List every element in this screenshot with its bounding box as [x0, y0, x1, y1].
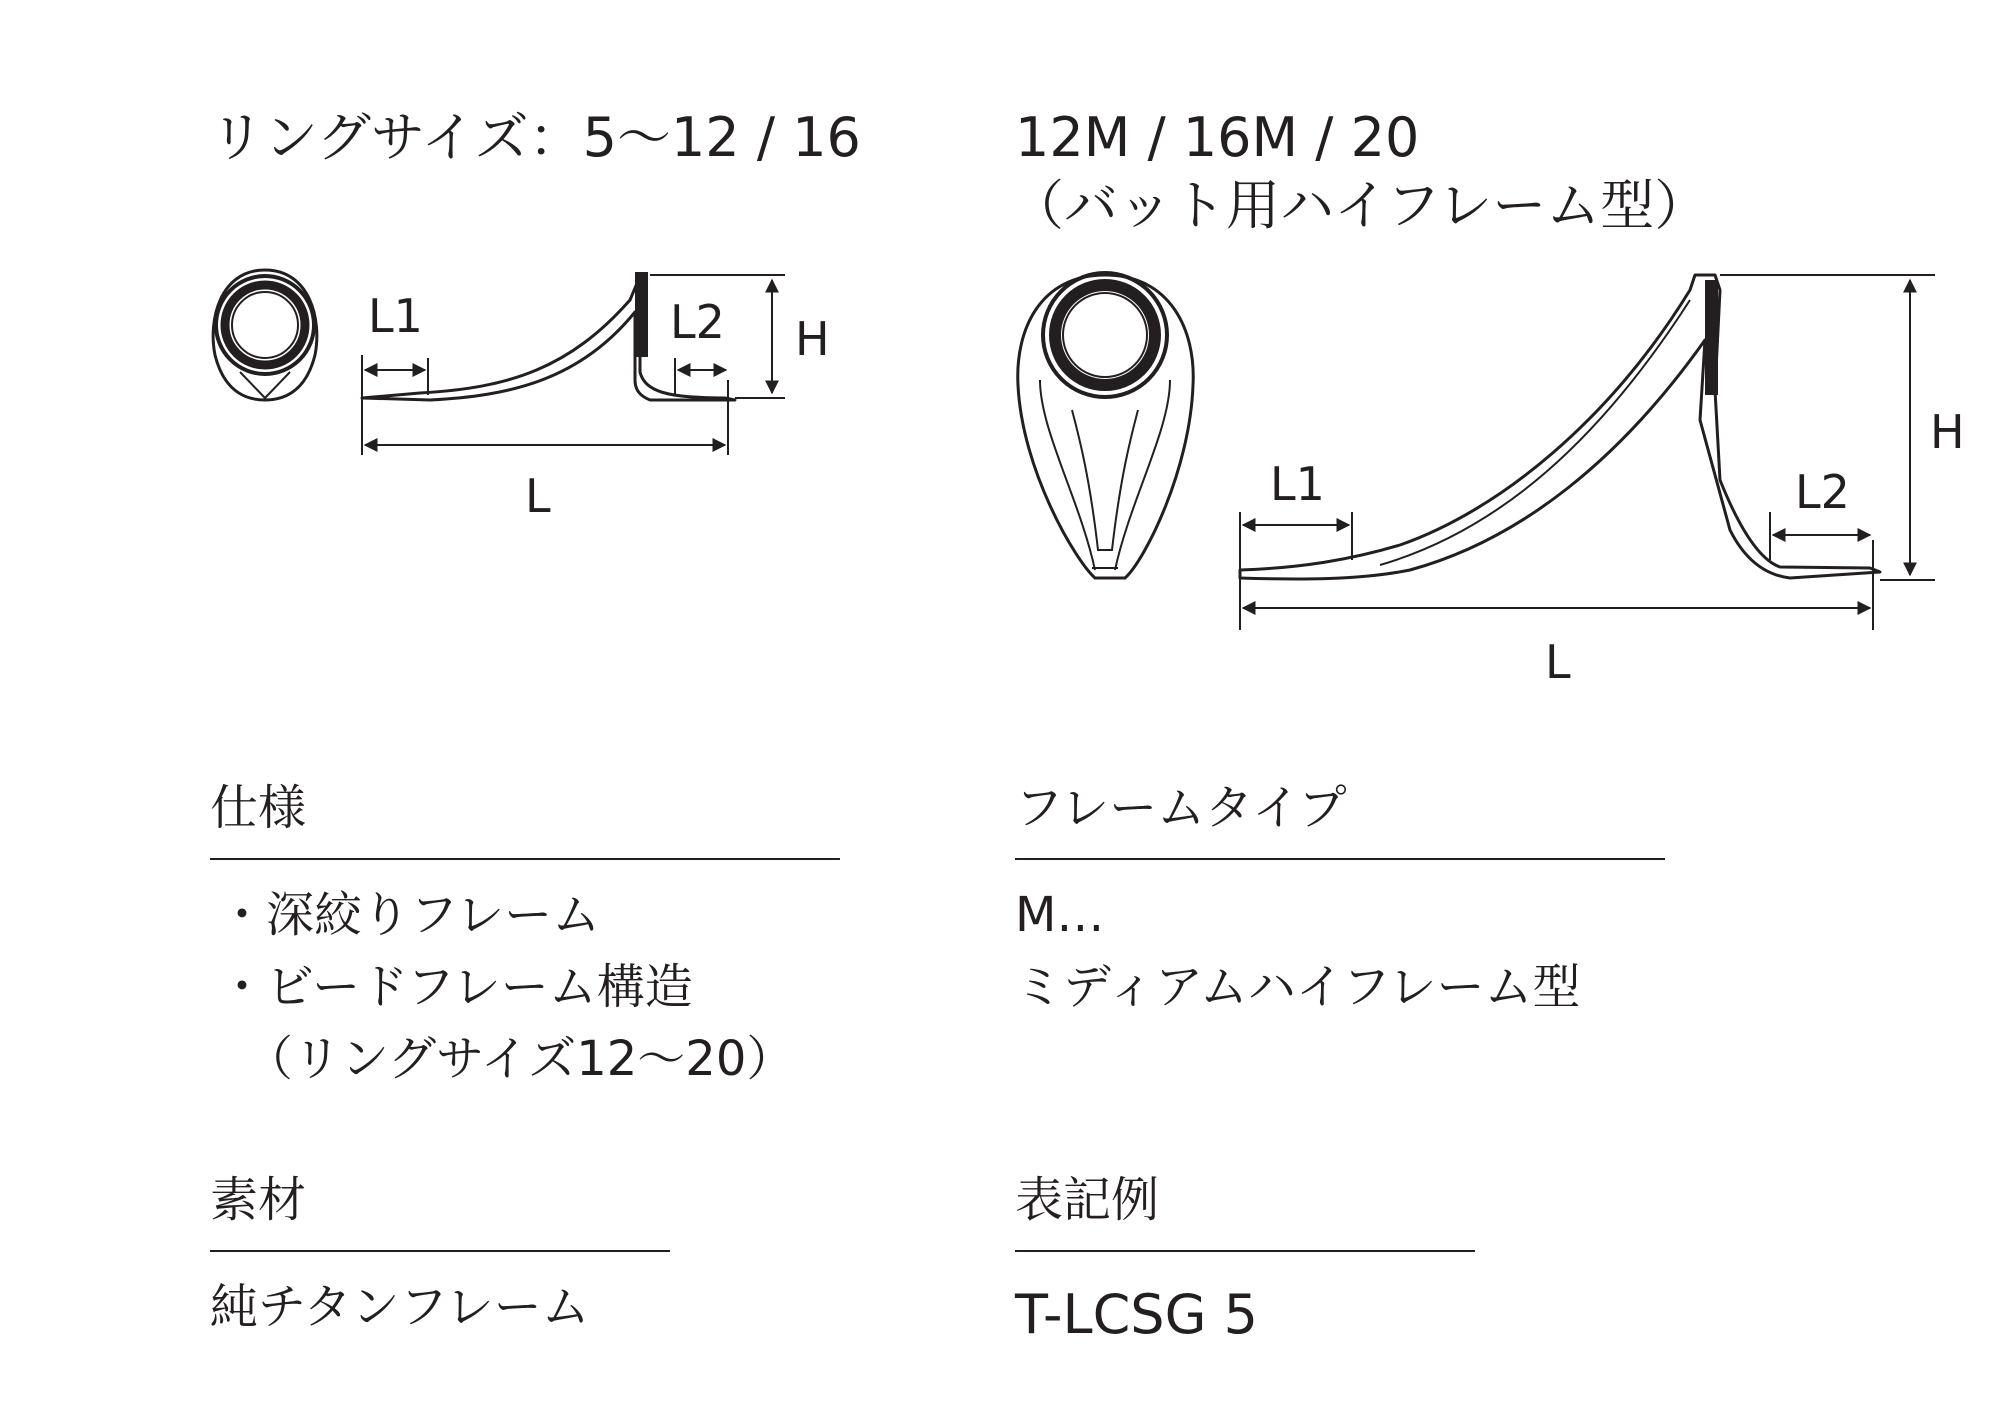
small-guide-l-label: L: [525, 469, 551, 523]
notation-divider: [1015, 1250, 1475, 1252]
small-guide-l1-label: L1: [368, 289, 423, 343]
large-guide-l-label: L: [1545, 635, 1571, 689]
notation-value: T-LCSG 5: [1015, 1283, 1258, 1346]
large-guide-l2-label: L2: [1795, 465, 1850, 519]
large-guide-side-view: [1240, 275, 1880, 579]
spec-item-ring-size-note: （リングサイズ12〜20）: [245, 1031, 795, 1087]
large-guide-h-label: H: [1930, 405, 1965, 459]
large-guide-title: 12M / 16M / 20: [1015, 106, 1420, 169]
frame-type-divider: [1015, 858, 1665, 860]
small-guide-l2-label: L2: [670, 295, 725, 349]
frame-type-description: ミディアムハイフレーム型: [1015, 959, 1581, 1015]
material-heading: 素材: [210, 1172, 307, 1228]
material-value: 純チタンフレーム: [210, 1279, 590, 1335]
small-guide-front-view: [213, 270, 317, 400]
spec-heading: 仕様: [210, 780, 307, 836]
small-guide-title: リングサイズ：5〜12 / 16: [210, 106, 861, 169]
large-guide-l1-label: L1: [1270, 457, 1325, 511]
notation-heading: 表記例: [1015, 1172, 1160, 1228]
material-divider: [210, 1250, 670, 1252]
small-guide-h-label: H: [795, 312, 830, 366]
spec-item-bead-frame: ・ビードフレーム構造: [218, 959, 693, 1015]
large-guide-front-view: [1018, 273, 1193, 578]
frame-type-heading: フレームタイプ: [1015, 780, 1347, 836]
spec-divider: [210, 858, 840, 860]
spec-item-deep-drawn: ・深絞りフレーム: [218, 887, 601, 943]
large-guide-subtitle: （バット用ハイフレーム型）: [1010, 174, 1709, 237]
frame-type-code: M…: [1015, 887, 1105, 943]
